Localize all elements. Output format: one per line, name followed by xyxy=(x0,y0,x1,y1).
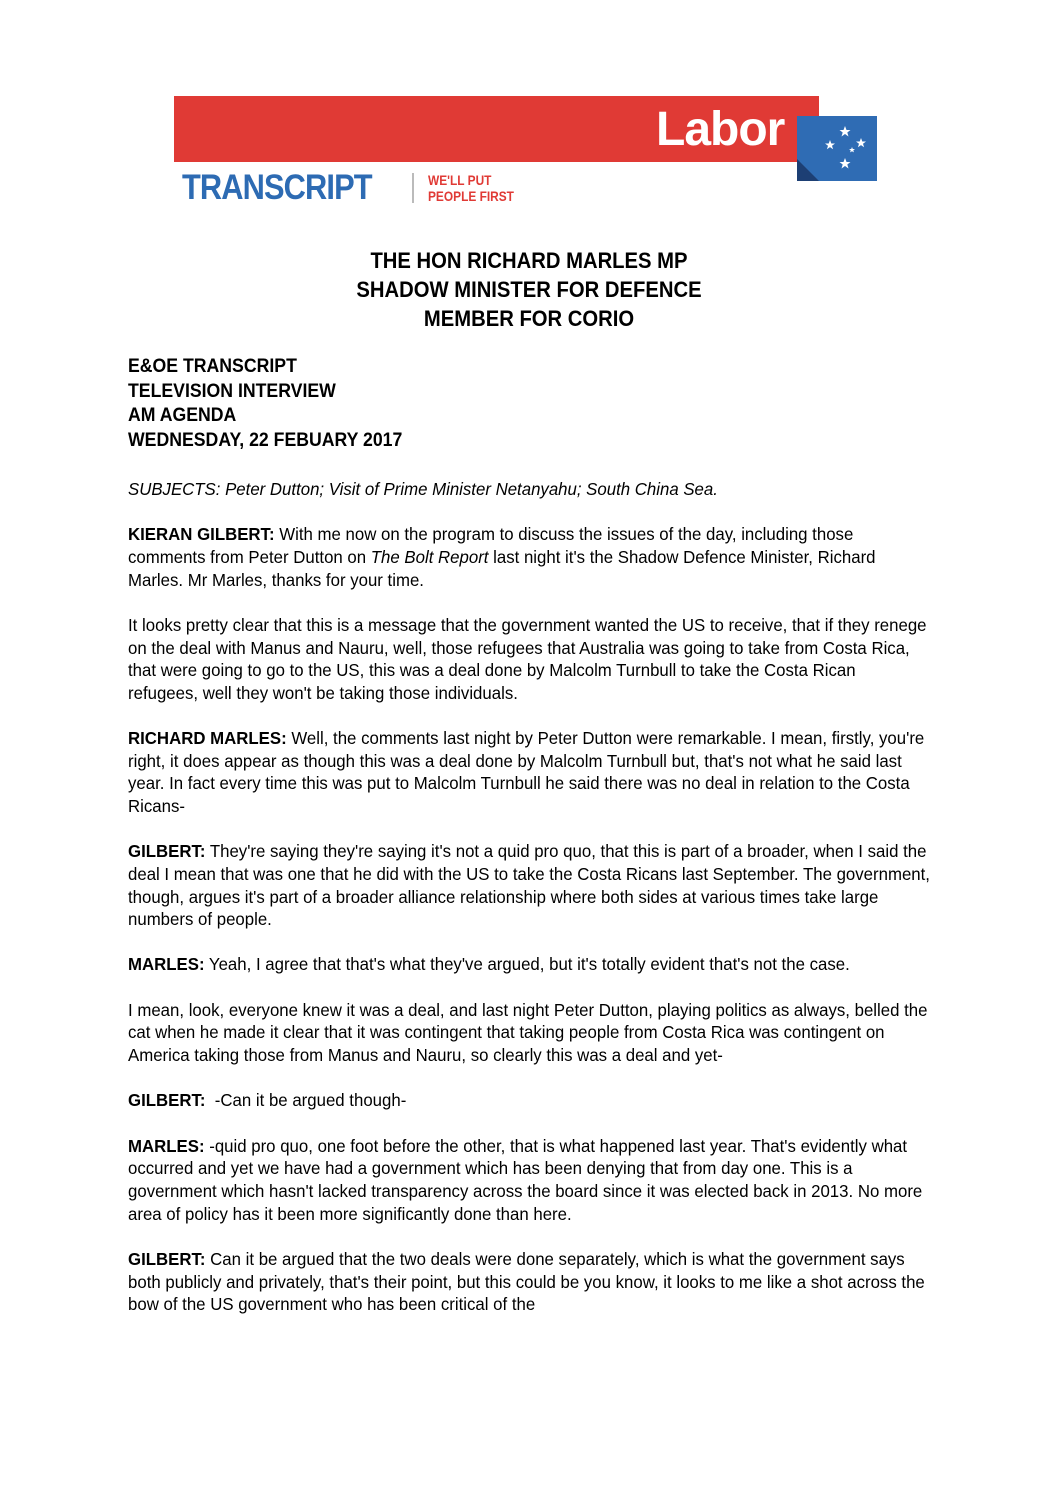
paragraph xyxy=(128,1248,930,1316)
paragraph-text: They're saying they're saying it's not a quid pro quo, that this is part of a broader, when I said the deal I mean that was one that he did with the US to take the Costa Ricans last September. The government, though, argues it's part of a broader alliance relationship where both sides at various times take large numbers of people. xyxy=(128,841,930,930)
meta-program: AM AGENDA xyxy=(128,405,237,426)
paragraph-text: It looks pretty clear that this is a message that the government wanted the US to receive, that if they renege on the deal with Manus and Nauru, well, those refugees that Australia was going to take from Costa Rica, that were going to go to the US, this was a deal done by Malcolm Turnbull to take the Costa Rican refugees, well they won't be taking those individuals. xyxy=(128,614,927,703)
paragraph-text: With me now on the program to discuss the issues of the day, including those comments from Peter Dutton on xyxy=(128,524,854,567)
speaker-label: KIERAN GILBERT: xyxy=(128,524,275,545)
title-electorate: MEMBER FOR CORIO xyxy=(423,306,635,331)
meta-eoe: E&OE TRANSCRIPT xyxy=(128,356,297,377)
title-role: SHADOW MINISTER FOR DEFENCE xyxy=(356,277,702,302)
tagline-line-1: WE'LL PUT xyxy=(428,172,492,188)
subjects-line: SUBJECTS: Peter Dutton; Visit of Prime Minister Netanyahu; South China Sea. xyxy=(128,479,718,499)
meta-date: WEDNESDAY, 22 FEBUARY 2017 xyxy=(128,429,403,451)
header-divider xyxy=(412,173,414,203)
meta-type: TELEVISION INTERVIEW xyxy=(128,380,336,402)
paragraph xyxy=(128,953,930,976)
paragraph-text: -Can it be argued though- xyxy=(205,1090,407,1111)
paragraph-text: -quid pro quo, one foot before the other, that is what happened last year. That's evidently what occurred and yet we have had a government which has been denying that from day one. This is a government which hasn't lacked transparency across the board since it was elected back in 2013. No more area of policy has it been more significantly done than here. xyxy=(128,1135,923,1224)
document-title xyxy=(0,246,1058,333)
transcript-body xyxy=(128,478,948,1339)
paragraph xyxy=(128,727,930,817)
transcript-heading: TRANSCRIPT xyxy=(182,168,372,207)
paragraph-text: Yeah, I agree that that's what they've argued, but it's totally evident that's not the case. xyxy=(204,954,850,975)
speaker-label: MARLES: xyxy=(128,954,205,975)
paragraph xyxy=(128,523,930,591)
paragraph xyxy=(128,840,930,930)
speaker-label: MARLES: xyxy=(128,1135,205,1156)
paragraph xyxy=(128,1135,930,1225)
paragraph xyxy=(128,614,930,704)
program-title: The Bolt Report xyxy=(370,546,489,567)
speaker-label: GILBERT: xyxy=(128,1090,206,1111)
speaker-label: GILBERT: xyxy=(128,1249,206,1270)
title-name: THE HON RICHARD MARLES MP xyxy=(370,248,688,273)
paragraph-text: Well, the comments last night by Peter Dutton were remarkable. I mean, firstly, you're right, it does appear as though this was a deal done by Malcolm Turnbull but, that's not what he said last year. In fact every time this was put to Malcolm Turnbull he said there was no deal in relation to the Costa Ricans- xyxy=(128,728,925,816)
flag-fold-shadow xyxy=(797,159,819,181)
labor-logo-text: Labor xyxy=(656,103,785,156)
paragraph xyxy=(128,999,930,1067)
paragraph xyxy=(128,1089,930,1112)
southern-cross-flag-icon xyxy=(797,116,877,181)
paragraph-text: last night it's the Shadow Defence Minister, Richard Marles. Mr Marles, thanks for your time. xyxy=(128,546,876,590)
paragraph-text: Can it be argued that the two deals were done separately, which is what the government says both publicly and privately, that's their point, but this could be you know, it looks to me like a shot across the bow of the US government who has been critical of the xyxy=(128,1249,925,1315)
tagline xyxy=(428,172,514,204)
speaker-label: RICHARD MARLES: xyxy=(128,728,287,749)
paragraph-text: I mean, look, everyone knew it was a deal, and last night Peter Dutton, playing politics as always, belled the cat when he made it clear that it was contingent that taking people from Costa Rica was contingent on America taking those from Manus and Nauru, so clearly this was a deal and yet- xyxy=(128,999,928,1066)
tagline-line-2: PEOPLE FIRST xyxy=(428,188,514,204)
transcript-meta xyxy=(128,355,423,453)
speaker-label: GILBERT: xyxy=(128,841,206,862)
